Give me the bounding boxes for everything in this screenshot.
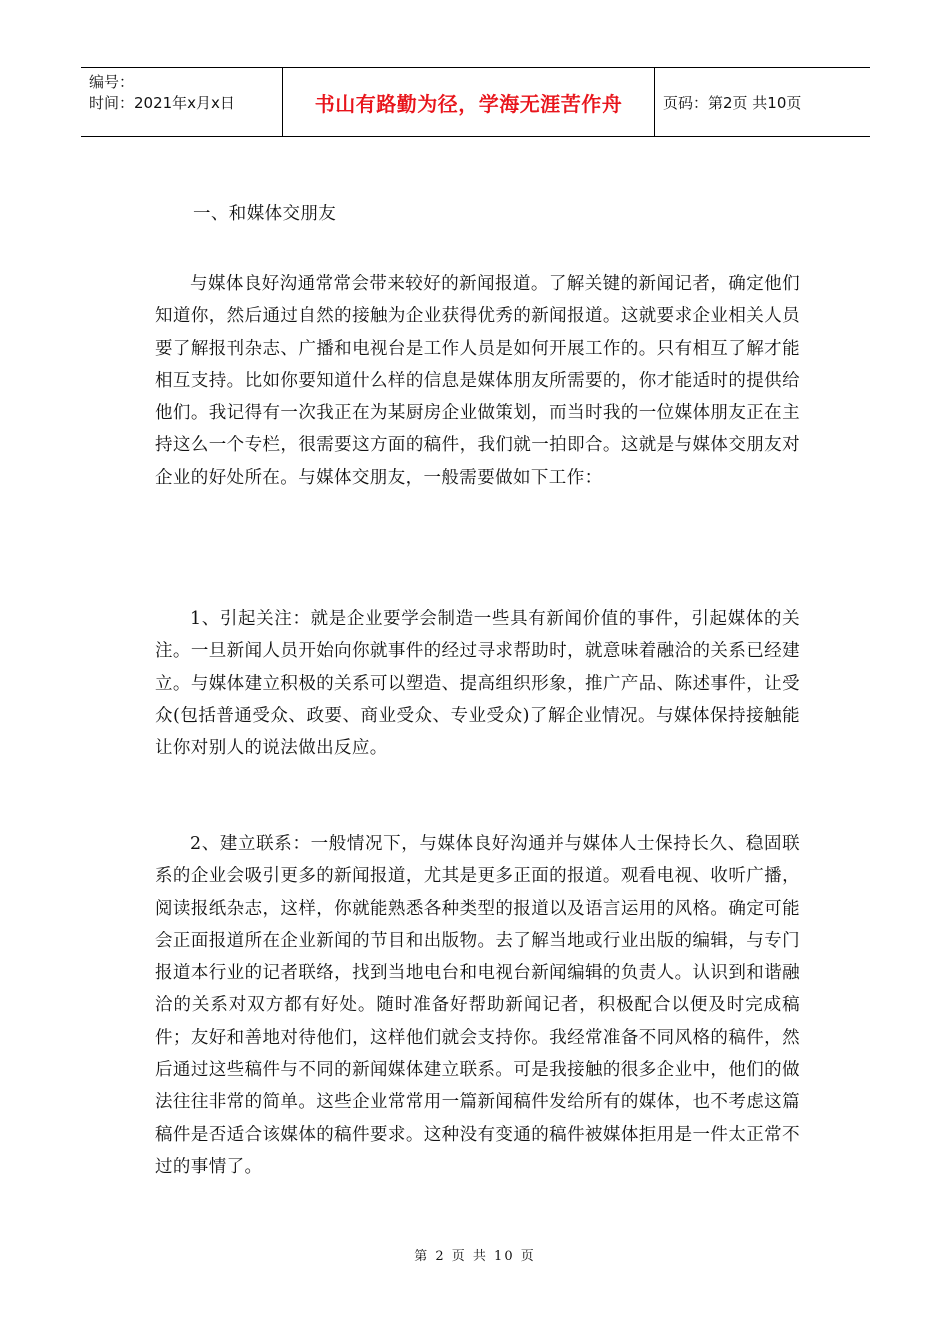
header-motto-cell bbox=[282, 68, 655, 136]
page-info: 页码：第2页 共10页 bbox=[663, 93, 802, 112]
page-header bbox=[81, 67, 870, 137]
page-footer: 第 2 页 共 10 页 bbox=[414, 1249, 536, 1264]
number-label: 编号： bbox=[89, 73, 135, 91]
header-page-info-cell bbox=[655, 68, 870, 136]
motto-text: 书山有路勤为径，学海无涯苦作舟 bbox=[314, 91, 623, 116]
paragraph-attract-attention: 1、引起关注：就是企业要学会制造一些具有新闻价值的事件，引起媒体的关注。一旦新闻人员开始向你就事件的经过寻求帮助时，就意味着融洽的关系已经建立。与媒体建立积极的关系可以塑造、提高组织形象，推广产品、陈述事件，让受众(包括普通受众、政要、商业受众、专业受众)了解企业情况。与媒体保持接触能让你对别人的说法做出反应。 bbox=[155, 609, 800, 759]
paragraph-build-contact: 2、建立联系：一般情况下，与媒体良好沟通并与媒体人士保持长久、稳固联系的企业会吸引更多的新闻报道，尤其是更多正面的报道。观看电视、收听广播，阅读报纸杂志，这样，你就能熟悉各种类型的报道以及语言运用的风格。确定可能会正面报道所在企业新闻的节目和出版物。去了解当地或行业出版的编辑，与专门报道本行业的记者联络，找到当地电台和电视台新闻编辑的负责人。认识到和谐融洽的关系对双方都有好处。随时准备好帮助新闻记者，积极配合以便及时完成稿件；友好和善地对待他们，这样他们就会支持你。我经常准备不同风格的稿件，然后通过这些稿件与不同的新闻媒体建立联系。可是我接触的很多企业中，他们的做法往往非常的简单。这些企业常常用一篇新闻稿件发给所有的媒体，也不考虑这篇稿件是否适合该媒体的稿件要求。这种没有变通的稿件被媒体拒用是一件太正常不过的事情了。 bbox=[155, 834, 800, 1177]
section-heading: 一、和媒体交朋友 bbox=[193, 204, 337, 224]
paragraph-intro: 与媒体良好沟通常常会带来较好的新闻报道。了解关键的新闻记者，确定他们知道你，然后通过自然的接触为企业获得优秀的新闻报道。这就要求企业相关人员要了解报刊杂志、广播和电视台是工作人员是如何开展工作的。只有相互了解才能相互支持。比如你要知道什么样的信息是媒体朋友所需要的，你才能适时的提供给他们。我记得有一次我正在为某厨房企业做策划，而当时我的一位媒体朋友正在主持这么一个专栏，很需要这方面的稿件，我们就一拍即合。这就是与媒体交朋友对企业的好处所在。与媒体交朋友，一般需要做如下工作： bbox=[155, 274, 800, 488]
header-meta bbox=[81, 68, 282, 136]
time-label: 时间：2021年x月x日 bbox=[89, 94, 235, 112]
